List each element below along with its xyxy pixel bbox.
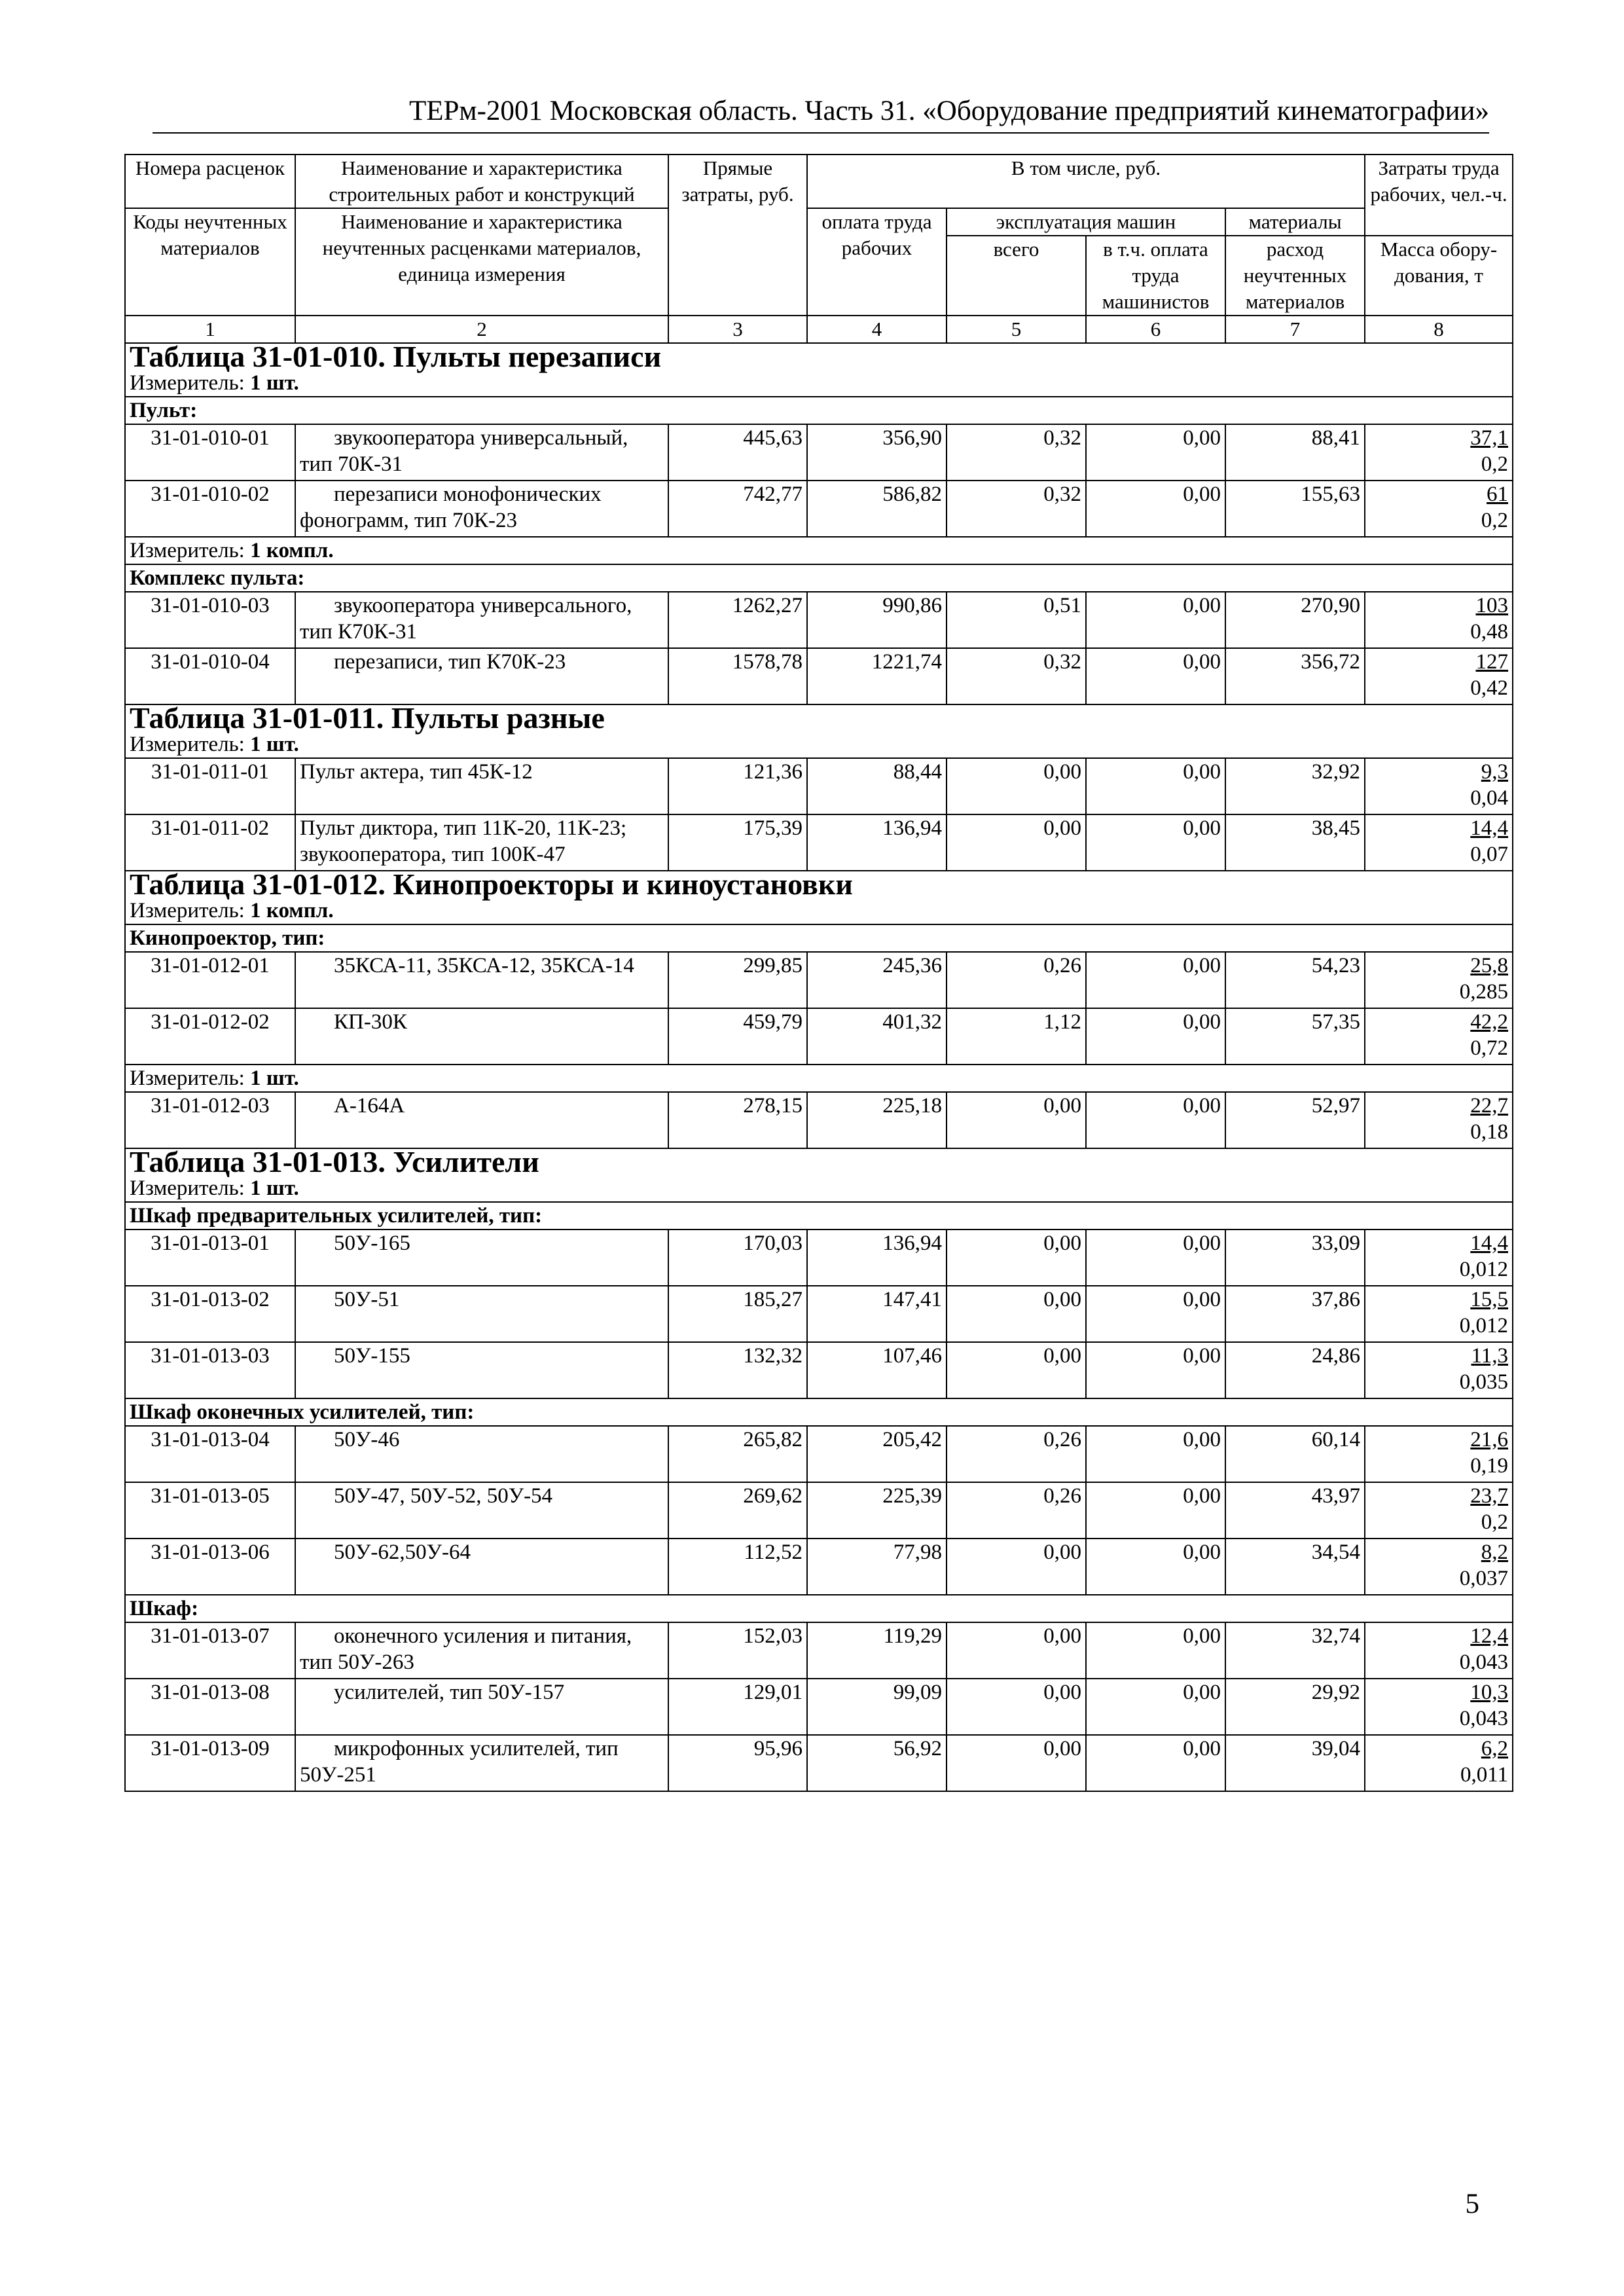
rate-name: звукооператора универсальный, тип 70К-31 [295, 424, 668, 481]
rate-code: 31-01-010-03 [125, 592, 295, 648]
measure-row [125, 731, 1513, 758]
labor-hours: 10,3 [1470, 1681, 1509, 1704]
group-label: Шкаф оконечных усилителей, тип: [125, 1398, 1513, 1426]
labor-hours: 103 [1475, 594, 1509, 617]
labor-pay: 119,29 [807, 1622, 947, 1679]
labor-mass-cell [1365, 1622, 1513, 1679]
rate-code: 31-01-013-02 [125, 1286, 295, 1342]
direct-cost: 1578,78 [668, 648, 807, 704]
direct-cost: 152,03 [668, 1622, 807, 1679]
measure-row [125, 370, 1513, 397]
rate-name: Пульт актера, тип 45К-12 [295, 758, 668, 814]
equipment-mass: 0,07 [1470, 843, 1509, 866]
machines-total: 0,00 [947, 758, 1086, 814]
labor-hours: 21,6 [1470, 1428, 1509, 1451]
labor-mass-cell [1365, 1008, 1513, 1065]
measure-label: Измеритель: [130, 371, 245, 395]
table-row [125, 592, 1513, 648]
labor-pay: 356,90 [807, 424, 947, 481]
col1-header-bottom: Коды неучтенных материалов [125, 208, 295, 316]
equipment-mass: 0,2 [1481, 509, 1509, 532]
table-row [125, 814, 1513, 871]
measure-value: 1 шт. [250, 371, 299, 395]
col-number: 8 [1365, 316, 1513, 343]
equipment-mass: 0,42 [1470, 676, 1509, 700]
labor-hours: 25,8 [1470, 954, 1509, 977]
rate-name: 50У-62,50У-64 [295, 1539, 668, 1595]
rate-code: 31-01-010-02 [125, 481, 295, 537]
group-row [125, 1595, 1513, 1622]
rate-code: 31-01-013-05 [125, 1482, 295, 1539]
labor-mass-cell [1365, 1230, 1513, 1286]
table-row [125, 1092, 1513, 1148]
machines-total: 0,32 [947, 424, 1086, 481]
section-title: Таблица 31-01-011. Пульты разные [125, 704, 1513, 731]
group-row [125, 564, 1513, 592]
rate-name: Пульт диктора, тип 11К-20, 11К-23; звукооператора, тип 100К-47 [295, 814, 668, 871]
section-title: Таблица 31-01-012. Кинопроекторы и киноустановки [125, 871, 1513, 898]
equipment-mass: 0,2 [1481, 452, 1509, 476]
materials-cost: 155,63 [1225, 481, 1365, 537]
machines-total: 0,00 [947, 1679, 1086, 1735]
direct-cost: 1262,27 [668, 592, 807, 648]
col1-header-top: Номера расценок [125, 155, 295, 208]
table-row [125, 952, 1513, 1008]
col-number: 4 [807, 316, 947, 343]
materials-cost: 29,92 [1225, 1679, 1365, 1735]
machines-total: 0,00 [947, 1539, 1086, 1595]
machinists-pay: 0,00 [1086, 1482, 1225, 1539]
measure-row [125, 1175, 1513, 1202]
measure-row [125, 898, 1513, 924]
labor-pay: 401,32 [807, 1008, 947, 1065]
machines-total: 0,00 [947, 1622, 1086, 1679]
materials-cost: 32,74 [1225, 1622, 1365, 1679]
labor-hours: 9,3 [1481, 760, 1509, 784]
labor-mass-cell [1365, 758, 1513, 814]
direct-cost: 742,77 [668, 481, 807, 537]
rate-name: 35КСА-11, 35КСА-12, 35КСА-14 [295, 952, 668, 1008]
labor-mass-cell [1365, 1092, 1513, 1148]
group-row [125, 924, 1513, 952]
section-title-row [125, 871, 1513, 898]
equipment-mass: 0,043 [1459, 1650, 1509, 1674]
labor-mass-cell [1365, 952, 1513, 1008]
measure-unit [125, 537, 1513, 564]
labor-hours: 22,7 [1470, 1094, 1509, 1118]
labor-mass-cell [1365, 1286, 1513, 1342]
col-number: 3 [668, 316, 807, 343]
equipment-mass: 0,18 [1470, 1120, 1509, 1144]
labor-mass-cell [1365, 592, 1513, 648]
machinists-pay: 0,00 [1086, 814, 1225, 871]
materials-cost: 356,72 [1225, 648, 1365, 704]
col-number: 6 [1086, 316, 1225, 343]
machines-total: 0,26 [947, 1482, 1086, 1539]
materials-cost: 57,35 [1225, 1008, 1365, 1065]
labor-mass-cell [1365, 814, 1513, 871]
direct-cost: 265,82 [668, 1426, 807, 1482]
materials-cost: 38,45 [1225, 814, 1365, 871]
rate-code: 31-01-011-02 [125, 814, 295, 871]
rate-code: 31-01-013-04 [125, 1426, 295, 1482]
labor-hours: 6,2 [1481, 1737, 1509, 1760]
machinists-pay: 0,00 [1086, 481, 1225, 537]
materials-cost: 88,41 [1225, 424, 1365, 481]
rate-name: микрофонных усилителей, тип 50У-251 [295, 1735, 668, 1791]
rate-name: А-164А [295, 1092, 668, 1148]
table-row [125, 1286, 1513, 1342]
table-row [125, 1679, 1513, 1735]
rate-name: перезаписи монофонических фонограмм, тип 70К-23 [295, 481, 668, 537]
rate-name: оконечного усиления и питания, тип 50У-263 [295, 1622, 668, 1679]
direct-cost: 185,27 [668, 1286, 807, 1342]
labor-pay: 245,36 [807, 952, 947, 1008]
equipment-mass: 0,48 [1470, 620, 1509, 644]
section-title: Таблица 31-01-013. Усилители [125, 1148, 1513, 1175]
labor-pay: 136,94 [807, 814, 947, 871]
machines-total: 0,00 [947, 1230, 1086, 1286]
col-number: 5 [947, 316, 1086, 343]
labor-hours: 12,4 [1470, 1624, 1509, 1648]
direct-cost: 269,62 [668, 1482, 807, 1539]
measure-label: Измеритель: [130, 1066, 245, 1090]
labor-pay: 147,41 [807, 1286, 947, 1342]
rate-code: 31-01-010-04 [125, 648, 295, 704]
group-label: Кинопроектор, тип: [125, 924, 1513, 952]
labor-mass-cell [1365, 1539, 1513, 1595]
materials-cost: 24,86 [1225, 1342, 1365, 1398]
rate-code: 31-01-012-01 [125, 952, 295, 1008]
rate-code: 31-01-013-08 [125, 1679, 295, 1735]
table-row [125, 1426, 1513, 1482]
table-row [125, 1342, 1513, 1398]
labor-hours: 127 [1475, 650, 1509, 674]
machinists-pay: 0,00 [1086, 1286, 1225, 1342]
table-header [125, 155, 1513, 343]
machines-total: 0,51 [947, 592, 1086, 648]
rate-name: 50У-51 [295, 1286, 668, 1342]
equipment-mass: 0,035 [1459, 1370, 1509, 1394]
section-title-row [125, 343, 1513, 370]
equipment-mass: 0,012 [1459, 1314, 1509, 1338]
col7-header: расход неучтенных материалов [1225, 236, 1365, 316]
labor-mass-cell [1365, 1342, 1513, 1398]
col4-header: оплата труда рабочих [807, 208, 947, 316]
machines-total: 1,12 [947, 1008, 1086, 1065]
col3-header: Прямые затраты, руб. [668, 155, 807, 316]
machines-total: 0,00 [947, 1286, 1086, 1342]
equipment-mass: 0,043 [1459, 1707, 1509, 1730]
machines-header: эксплуатация машин [947, 208, 1225, 236]
rate-name: звукооператора универсального, тип К70К-31 [295, 592, 668, 648]
direct-cost: 95,96 [668, 1735, 807, 1791]
direct-cost: 112,52 [668, 1539, 807, 1595]
col2-header-top: Наименование и характеристика строительных работ и конструкций [295, 155, 668, 208]
labor-pay: 88,44 [807, 758, 947, 814]
machines-total: 0,00 [947, 814, 1086, 871]
labor-mass-cell [1365, 1426, 1513, 1482]
machinists-pay: 0,00 [1086, 424, 1225, 481]
machinists-pay: 0,00 [1086, 1735, 1225, 1791]
labor-pay: 1221,74 [807, 648, 947, 704]
measure-value: 1 шт. [250, 1066, 299, 1090]
direct-cost: 459,79 [668, 1008, 807, 1065]
labor-pay: 586,82 [807, 481, 947, 537]
rate-name: 50У-155 [295, 1342, 668, 1398]
machines-total: 0,26 [947, 952, 1086, 1008]
direct-cost: 445,63 [668, 424, 807, 481]
group-label: Шкаф: [125, 1595, 1513, 1622]
rate-name: 50У-47, 50У-52, 50У-54 [295, 1482, 668, 1539]
rate-code: 31-01-012-03 [125, 1092, 295, 1148]
rate-name: КП-30К [295, 1008, 668, 1065]
machinists-pay: 0,00 [1086, 1008, 1225, 1065]
equipment-mass: 0,2 [1481, 1510, 1509, 1534]
machines-total: 0,32 [947, 648, 1086, 704]
machinists-pay: 0,00 [1086, 592, 1225, 648]
section-title-row [125, 704, 1513, 731]
rates-table [124, 154, 1513, 1792]
labor-pay: 107,46 [807, 1342, 947, 1398]
labor-pay: 225,39 [807, 1482, 947, 1539]
machinists-pay: 0,00 [1086, 1426, 1225, 1482]
section-title-row [125, 1148, 1513, 1175]
labor-hours: 15,5 [1470, 1288, 1509, 1311]
col8-header-top: Затраты труда рабочих, чел.-ч. [1365, 155, 1513, 236]
col-number: 1 [125, 316, 295, 343]
materials-cost: 39,04 [1225, 1735, 1365, 1791]
materials-cost: 60,14 [1225, 1426, 1365, 1482]
rate-name: 50У-46 [295, 1426, 668, 1482]
machinists-pay: 0,00 [1086, 1092, 1225, 1148]
materials-cost: 43,97 [1225, 1482, 1365, 1539]
machines-total: 0,00 [947, 1092, 1086, 1148]
col2-header-bottom: Наименование и характеристика неучтенных расценками материалов, единица измерения [295, 208, 668, 316]
direct-cost: 121,36 [668, 758, 807, 814]
rate-code: 31-01-011-01 [125, 758, 295, 814]
rate-code: 31-01-013-01 [125, 1230, 295, 1286]
group-row [125, 1202, 1513, 1230]
direct-cost: 175,39 [668, 814, 807, 871]
rate-code: 31-01-013-03 [125, 1342, 295, 1398]
labor-mass-cell [1365, 1679, 1513, 1735]
table-row [125, 481, 1513, 537]
materials-cost: 270,90 [1225, 592, 1365, 648]
table-row [125, 1482, 1513, 1539]
materials-cost: 54,23 [1225, 952, 1365, 1008]
group-label: Комплекс пульта: [125, 564, 1513, 592]
labor-hours: 23,7 [1470, 1484, 1509, 1508]
direct-cost: 129,01 [668, 1679, 807, 1735]
measure-unit [125, 1175, 1513, 1202]
labor-pay: 77,98 [807, 1539, 947, 1595]
group-row [125, 1398, 1513, 1426]
labor-pay: 990,86 [807, 592, 947, 648]
rate-name: перезаписи, тип К70К-23 [295, 648, 668, 704]
labor-hours: 42,2 [1470, 1010, 1509, 1034]
table-row [125, 1008, 1513, 1065]
col5-header: всего [947, 236, 1086, 316]
rate-code: 31-01-010-01 [125, 424, 295, 481]
measure-label: Измеритель: [130, 899, 245, 922]
materials-cost: 37,86 [1225, 1286, 1365, 1342]
measure-unit [125, 731, 1513, 758]
labor-mass-cell [1365, 424, 1513, 481]
materials-header: материалы [1225, 208, 1365, 236]
machines-total: 0,26 [947, 1426, 1086, 1482]
machinists-pay: 0,00 [1086, 1622, 1225, 1679]
page-number: 5 [1465, 2189, 1479, 2219]
machines-total: 0,00 [947, 1735, 1086, 1791]
section-title: Таблица 31-01-010. Пульты перезаписи [125, 343, 1513, 370]
rate-name: 50У-165 [295, 1230, 668, 1286]
measure-label: Измеритель: [130, 1176, 245, 1200]
machines-total: 0,00 [947, 1342, 1086, 1398]
measure-unit [125, 370, 1513, 397]
machinists-pay: 0,00 [1086, 1679, 1225, 1735]
table-row [125, 1230, 1513, 1286]
direct-cost: 299,85 [668, 952, 807, 1008]
measure-unit [125, 1065, 1513, 1092]
table-row [125, 758, 1513, 814]
machinists-pay: 0,00 [1086, 952, 1225, 1008]
labor-pay: 136,94 [807, 1230, 947, 1286]
equipment-mass: 0,037 [1459, 1567, 1509, 1590]
col6-header: в т.ч. оплата труда машинистов [1086, 236, 1225, 316]
equipment-mass: 0,72 [1470, 1036, 1509, 1060]
equipment-mass: 0,19 [1470, 1454, 1509, 1478]
machinists-pay: 0,00 [1086, 1342, 1225, 1398]
measure-row [125, 537, 1513, 564]
table-row [125, 1735, 1513, 1791]
labor-hours: 61 [1487, 483, 1509, 506]
measure-row [125, 1065, 1513, 1092]
rate-code: 31-01-013-06 [125, 1539, 295, 1595]
machinists-pay: 0,00 [1086, 758, 1225, 814]
measure-value: 1 шт. [250, 1176, 299, 1200]
labor-mass-cell [1365, 1482, 1513, 1539]
direct-cost: 170,03 [668, 1230, 807, 1286]
labor-pay: 56,92 [807, 1735, 947, 1791]
machinists-pay: 0,00 [1086, 1539, 1225, 1595]
labor-hours: 14,4 [1470, 1231, 1509, 1255]
col8-header-bottom: Масса обору-дования, т [1365, 236, 1513, 316]
measure-value: 1 компл. [250, 899, 334, 922]
equipment-mass: 0,285 [1459, 980, 1509, 1004]
direct-cost: 132,32 [668, 1342, 807, 1398]
labor-mass-cell [1365, 481, 1513, 537]
machinists-pay: 0,00 [1086, 1230, 1225, 1286]
labor-hours: 37,1 [1470, 426, 1509, 450]
labor-pay: 99,09 [807, 1679, 947, 1735]
materials-cost: 52,97 [1225, 1092, 1365, 1148]
labor-pay: 225,18 [807, 1092, 947, 1148]
machinists-pay: 0,00 [1086, 648, 1225, 704]
materials-cost: 32,92 [1225, 758, 1365, 814]
labor-mass-cell [1365, 648, 1513, 704]
materials-cost: 34,54 [1225, 1539, 1365, 1595]
group-label: Пульт: [125, 397, 1513, 424]
rate-code: 31-01-013-09 [125, 1735, 295, 1791]
measure-value: 1 компл. [250, 539, 334, 562]
rate-code: 31-01-013-07 [125, 1622, 295, 1679]
rate-name: усилителей, тип 50У-157 [295, 1679, 668, 1735]
group-label: Шкаф предварительных усилителей, тип: [125, 1202, 1513, 1230]
col-number: 7 [1225, 316, 1365, 343]
measure-unit [125, 898, 1513, 924]
labor-pay: 205,42 [807, 1426, 947, 1482]
labor-mass-cell [1365, 1735, 1513, 1791]
equipment-mass: 0,011 [1460, 1763, 1509, 1787]
measure-label: Измеритель: [130, 539, 245, 562]
labor-hours: 8,2 [1481, 1540, 1509, 1564]
measure-label: Измеритель: [130, 733, 245, 756]
group-row [125, 397, 1513, 424]
table-row [125, 648, 1513, 704]
col-number: 2 [295, 316, 668, 343]
table-row [125, 1539, 1513, 1595]
table-row [125, 424, 1513, 481]
measure-value: 1 шт. [250, 733, 299, 756]
direct-cost: 278,15 [668, 1092, 807, 1148]
labor-hours: 11,3 [1471, 1344, 1509, 1368]
machines-total: 0,32 [947, 481, 1086, 537]
rate-code: 31-01-012-02 [125, 1008, 295, 1065]
running-header: ТЕРм-2001 Московская область. Часть 31. «Оборудование предприятий кинематографии» [153, 93, 1489, 134]
materials-cost: 33,09 [1225, 1230, 1365, 1286]
table-body [125, 340, 1513, 1791]
labor-hours: 14,4 [1470, 816, 1509, 840]
table-row [125, 1622, 1513, 1679]
equipment-mass: 0,012 [1459, 1258, 1509, 1281]
incl-header: В том числе, руб. [807, 155, 1365, 208]
equipment-mass: 0,04 [1470, 786, 1509, 810]
